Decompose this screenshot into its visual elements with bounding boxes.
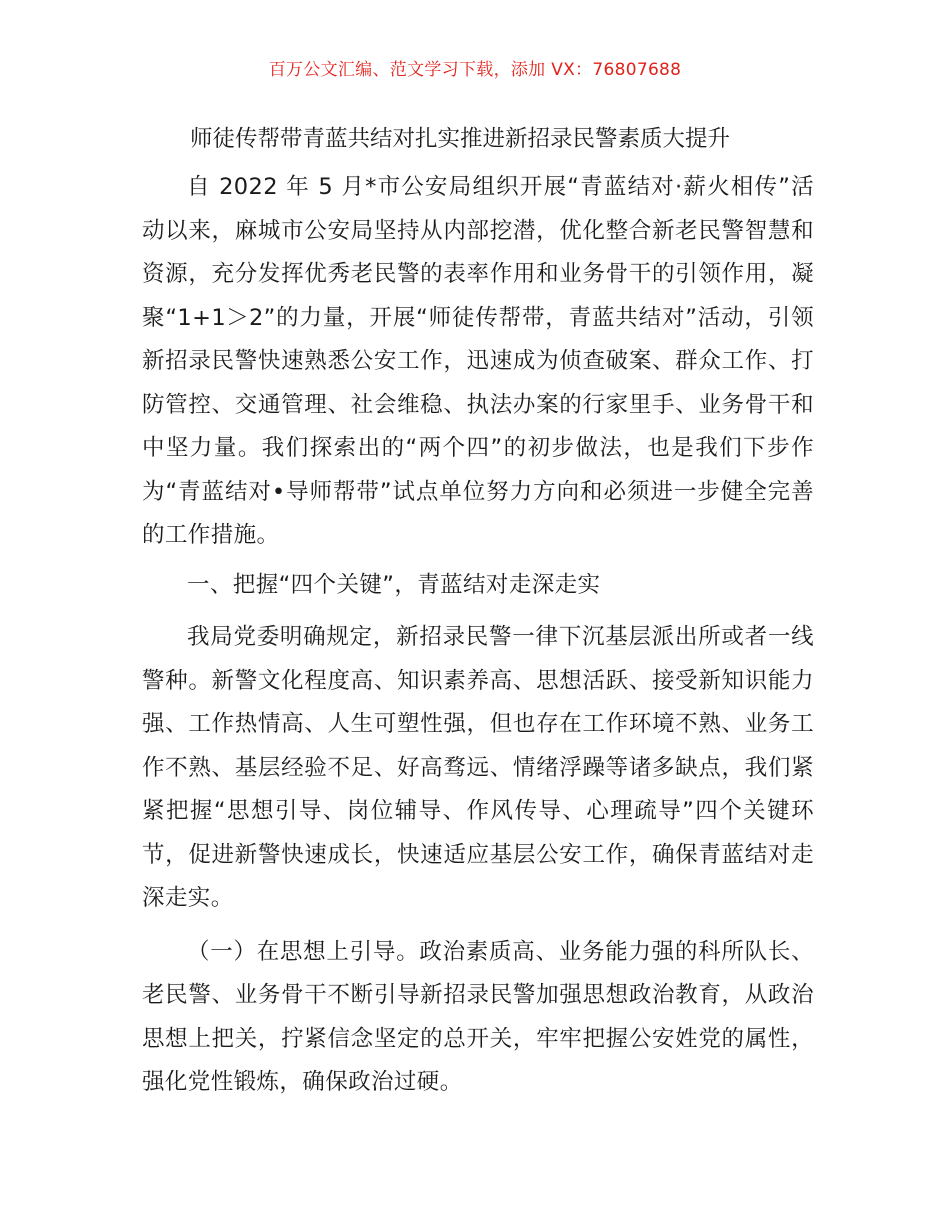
section-1-paragraph: 我局党委明确规定，新招录民警一律下沉基层派出所或者一线警种。新警文化程度高、知识素养高、思想活跃、接受新知识能力强、工作热情高、人生可塑性强，但也存在工作环境不熟、业务工作不熟、基层经验不足、好高骛远、情绪浮躁等诸多缺点，我们紧紧把握“思想引导、岗位辅导、作风传导、心理疏导”四个关键环节，促进新警快速成长，快速适应基层公安工作，确保青蓝结对走深走实。 (142, 624, 814, 911)
section-heading-1: 一、把握“四个关键”，青蓝结对走深走实 (187, 571, 601, 598)
document-body (142, 118, 814, 1105)
promo-header-note: 百万公文汇编、范文学习下载，添加 VX：76807688 (268, 60, 682, 80)
document-title: 师徒传帮带青蓝共结对扎实推进新招录民警素质大提升 (190, 126, 731, 152)
subsection-1-paragraph: （一）在思想上引导。政治素质高、业务能力强的科所队长、老民警、业务骨干不断引导新招录民警加强思想政治教育，从政治思想上把关，拧紧信念坚定的总开关，牢牢把握公安姓党的属性，强化党性锻炼，确保政治过硬。 (142, 938, 814, 1095)
intro-paragraph: 自 2022 年 5 月*市公安局组织开展“青蓝结对·薪火相传”活动以来，麻城市公安局坚持从内部挖潜，优化整合新老民警智慧和资源，充分发挥优秀老民警的表率作用和业务骨干的引领作用，凝聚“1+1＞2”的力量，开展“师徒传帮带，青蓝共结对”活动，引领新招录民警快速熟悉公安工作，迅速成为侦查破案、群众工作、打防管控、交通管理、社会维稳、执法办案的行家里手、业务骨干和中坚力量。我们探索出的“两个四”的初步做法，也是我们下步作为“青蓝结对•导师帮带”试点单位努力方向和必须进一步健全完善的工作措施。 (142, 174, 814, 548)
